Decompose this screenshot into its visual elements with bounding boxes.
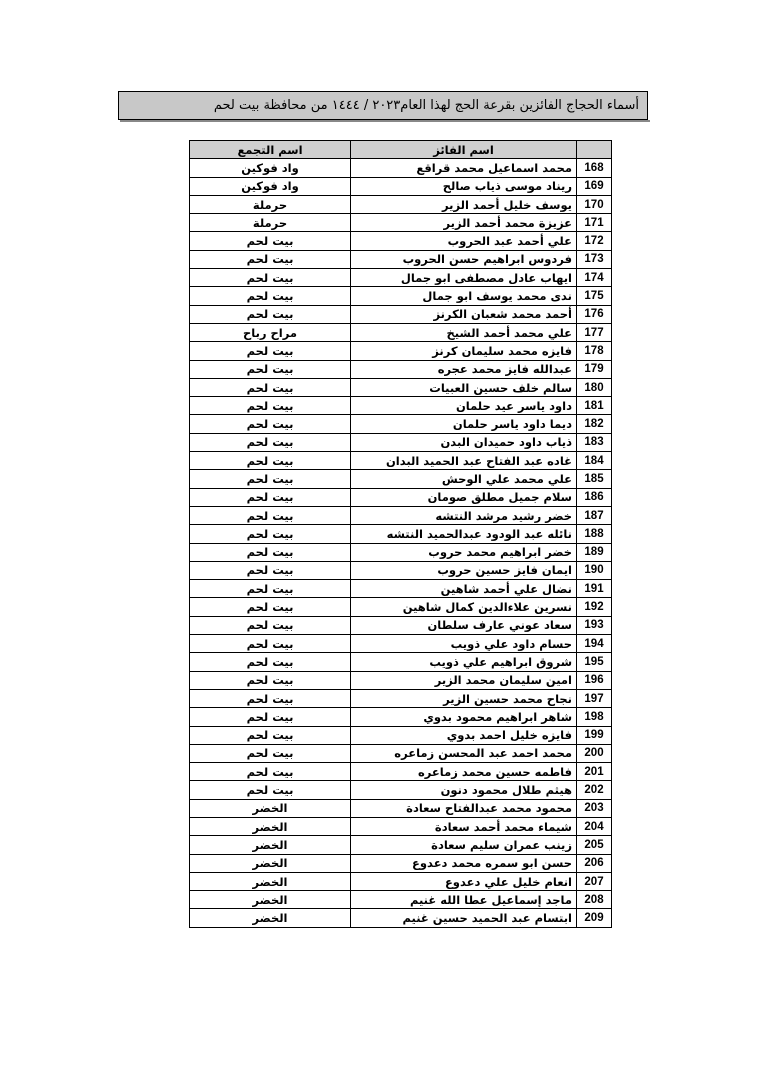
winner-name: نجاح محمد حسين الزير — [351, 689, 577, 707]
winner-name: فايزه محمد سليمان كرنز — [351, 342, 577, 360]
winner-name: داود ياسر عيد حلمان — [351, 397, 577, 415]
winner-name: فردوس ابراهيم حسن الحروب — [351, 250, 577, 268]
winner-name: ابتسام عبد الحميد حسين غنيم — [351, 909, 577, 927]
table-row — [190, 872, 612, 890]
group-name: بيت لحم — [190, 543, 351, 561]
table-row — [190, 470, 612, 488]
group-name: حرملة — [190, 214, 351, 232]
row-number: 187 — [577, 506, 612, 524]
winner-name: ديما داود ياسر حلمان — [351, 415, 577, 433]
winner-name: حسام داود علي ذويب — [351, 635, 577, 653]
group-name: بيت لحم — [190, 378, 351, 396]
row-number: 193 — [577, 616, 612, 634]
row-number: 168 — [577, 159, 612, 177]
row-number: 182 — [577, 415, 612, 433]
group-name: بيت لحم — [190, 232, 351, 250]
winner-name: نضال علي أحمد شاهين — [351, 580, 577, 598]
group-name: الخضر — [190, 872, 351, 890]
row-number: 188 — [577, 525, 612, 543]
winners-table — [189, 140, 612, 928]
header-group-name: اسم التجمع — [190, 141, 351, 159]
group-name: واد فوكين — [190, 159, 351, 177]
row-number: 181 — [577, 397, 612, 415]
table-row — [190, 836, 612, 854]
row-number: 206 — [577, 854, 612, 872]
group-name: بيت لحم — [190, 452, 351, 470]
winner-name: ريناد موسى ذياب صالح — [351, 177, 577, 195]
group-name: واد فوكين — [190, 177, 351, 195]
row-number: 185 — [577, 470, 612, 488]
row-number: 204 — [577, 817, 612, 835]
winner-name: يوسف خليل أحمد الزير — [351, 195, 577, 213]
winner-name: ايهاب عادل مصطفى ابو جمال — [351, 269, 577, 287]
header-number — [577, 141, 612, 159]
group-name: بيت لحم — [190, 415, 351, 433]
table-row — [190, 799, 612, 817]
row-number: 194 — [577, 635, 612, 653]
group-name: بيت لحم — [190, 488, 351, 506]
row-number: 192 — [577, 598, 612, 616]
group-name: الخضر — [190, 909, 351, 927]
table-row — [190, 488, 612, 506]
table-row — [190, 159, 612, 177]
row-number: 198 — [577, 708, 612, 726]
winner-name: سلام جميل مطلق صومان — [351, 488, 577, 506]
group-name: الخضر — [190, 854, 351, 872]
group-name: بيت لحم — [190, 269, 351, 287]
row-number: 179 — [577, 360, 612, 378]
table-row — [190, 580, 612, 598]
winner-name: محمد اسماعيل محمد قراقع — [351, 159, 577, 177]
winner-name: سالم خلف حسين العبيات — [351, 378, 577, 396]
group-name: حرملة — [190, 195, 351, 213]
table-row — [190, 598, 612, 616]
group-name: بيت لحم — [190, 744, 351, 762]
table-row — [190, 360, 612, 378]
group-name: بيت لحم — [190, 561, 351, 579]
winner-name: عزيزة محمد أحمد الزير — [351, 214, 577, 232]
group-name: بيت لحم — [190, 616, 351, 634]
group-name: الخضر — [190, 836, 351, 854]
winner-name: فاطمه حسين محمد زماعره — [351, 763, 577, 781]
row-number: 199 — [577, 726, 612, 744]
table-row — [190, 506, 612, 524]
table-row — [190, 616, 612, 634]
row-number: 175 — [577, 287, 612, 305]
row-number: 173 — [577, 250, 612, 268]
table-row — [190, 653, 612, 671]
group-name: الخضر — [190, 799, 351, 817]
row-number: 196 — [577, 671, 612, 689]
table-row — [190, 397, 612, 415]
page-title: أسماء الحجاج الفائزين بقرعة الحج لهذا العام٢٠٢٣ / ١٤٤٤ من محافظة بيت لحم — [118, 91, 648, 120]
group-name: الخضر — [190, 891, 351, 909]
row-number: 202 — [577, 781, 612, 799]
group-name: بيت لحم — [190, 598, 351, 616]
table-row — [190, 433, 612, 451]
table-row — [190, 342, 612, 360]
group-name: بيت لحم — [190, 726, 351, 744]
table-row — [190, 763, 612, 781]
row-number: 190 — [577, 561, 612, 579]
row-number: 205 — [577, 836, 612, 854]
table-row — [190, 415, 612, 433]
group-name: بيت لحم — [190, 305, 351, 323]
table-row — [190, 323, 612, 341]
table-row — [190, 635, 612, 653]
table-row — [190, 305, 612, 323]
group-name: بيت لحم — [190, 397, 351, 415]
group-name: بيت لحم — [190, 287, 351, 305]
winner-name: فايزه خليل احمد بدوي — [351, 726, 577, 744]
row-number: 197 — [577, 689, 612, 707]
row-number: 200 — [577, 744, 612, 762]
row-number: 184 — [577, 452, 612, 470]
table-row — [190, 232, 612, 250]
table-row — [190, 177, 612, 195]
table-row — [190, 726, 612, 744]
table-row — [190, 689, 612, 707]
winner-name: علي أحمد عبد الحروب — [351, 232, 577, 250]
table-row — [190, 250, 612, 268]
group-name: بيت لحم — [190, 689, 351, 707]
winner-name: سعاد عوني عارف سلطان — [351, 616, 577, 634]
table-row — [190, 561, 612, 579]
row-number: 209 — [577, 909, 612, 927]
table-row — [190, 195, 612, 213]
winner-name: محمد احمد عبد المحسن زماعره — [351, 744, 577, 762]
table-row — [190, 854, 612, 872]
group-name: بيت لحم — [190, 763, 351, 781]
group-name: بيت لحم — [190, 360, 351, 378]
row-number: 189 — [577, 543, 612, 561]
winner-name: امين سليمان محمد الزير — [351, 671, 577, 689]
group-name: بيت لحم — [190, 506, 351, 524]
winner-name: علي محمد علي الوحش — [351, 470, 577, 488]
row-number: 208 — [577, 891, 612, 909]
winner-name: خضر رشيد مرشد النتشه — [351, 506, 577, 524]
table-row — [190, 452, 612, 470]
winner-name: حسن ابو سمره محمد دعدوع — [351, 854, 577, 872]
group-name: بيت لحم — [190, 781, 351, 799]
row-number: 203 — [577, 799, 612, 817]
row-number: 172 — [577, 232, 612, 250]
title-shadow — [120, 120, 650, 122]
winner-name: نائله عبد الودود عبدالحميد النتشه — [351, 525, 577, 543]
table-row — [190, 909, 612, 927]
group-name: بيت لحم — [190, 525, 351, 543]
group-name: بيت لحم — [190, 470, 351, 488]
winner-name: محمود محمد عبدالفتاح سعادة — [351, 799, 577, 817]
row-number: 183 — [577, 433, 612, 451]
winner-name: شيماء محمد أحمد سعادة — [351, 817, 577, 835]
row-number: 195 — [577, 653, 612, 671]
winner-name: علي محمد أحمد الشيخ — [351, 323, 577, 341]
table-row — [190, 817, 612, 835]
row-number: 186 — [577, 488, 612, 506]
table-row — [190, 781, 612, 799]
row-number: 180 — [577, 378, 612, 396]
row-number: 207 — [577, 872, 612, 890]
group-name: بيت لحم — [190, 635, 351, 653]
table-row — [190, 525, 612, 543]
row-number: 174 — [577, 269, 612, 287]
header-winner-name: اسم الفائز — [351, 141, 577, 159]
group-name: بيت لحم — [190, 708, 351, 726]
group-name: بيت لحم — [190, 433, 351, 451]
winner-name: ماجد إسماعيل عطا الله غنيم — [351, 891, 577, 909]
winner-name: نسرين علاءالدين كمال شاهين — [351, 598, 577, 616]
row-number: 176 — [577, 305, 612, 323]
winner-name: هيثم طلال محمود دنون — [351, 781, 577, 799]
winner-name: ذياب داود حميدان البدن — [351, 433, 577, 451]
row-number: 177 — [577, 323, 612, 341]
winner-name: عبدالله فايز محمد عجره — [351, 360, 577, 378]
table-row — [190, 543, 612, 561]
group-name: بيت لحم — [190, 671, 351, 689]
group-name: مراح رباح — [190, 323, 351, 341]
table-header-row — [190, 141, 612, 159]
group-name: بيت لحم — [190, 250, 351, 268]
table-row — [190, 269, 612, 287]
group-name: بيت لحم — [190, 580, 351, 598]
row-number: 171 — [577, 214, 612, 232]
row-number: 191 — [577, 580, 612, 598]
winner-name: شاهر ابراهيم محمود بدوي — [351, 708, 577, 726]
table-row — [190, 378, 612, 396]
table-row — [190, 708, 612, 726]
group-name: بيت لحم — [190, 342, 351, 360]
winner-name: خضر ابراهيم محمد حروب — [351, 543, 577, 561]
winner-name: انعام خليل علي دعدوع — [351, 872, 577, 890]
group-name: الخضر — [190, 817, 351, 835]
winner-name: أحمد محمد شعبان الكرنز — [351, 305, 577, 323]
winner-name: غاده عبد الفتاح عبد الحميد البدان — [351, 452, 577, 470]
row-number: 201 — [577, 763, 612, 781]
winner-name: ندى محمد يوسف ابو جمال — [351, 287, 577, 305]
winner-name: زينب عمران سليم سعادة — [351, 836, 577, 854]
row-number: 178 — [577, 342, 612, 360]
winner-name: ايمان فايز حسين حروب — [351, 561, 577, 579]
table-row — [190, 891, 612, 909]
row-number: 170 — [577, 195, 612, 213]
winner-name: شروق ابراهيم علي ذويب — [351, 653, 577, 671]
table-row — [190, 744, 612, 762]
table-row — [190, 671, 612, 689]
group-name: بيت لحم — [190, 653, 351, 671]
row-number: 169 — [577, 177, 612, 195]
table-row — [190, 287, 612, 305]
table-row — [190, 214, 612, 232]
